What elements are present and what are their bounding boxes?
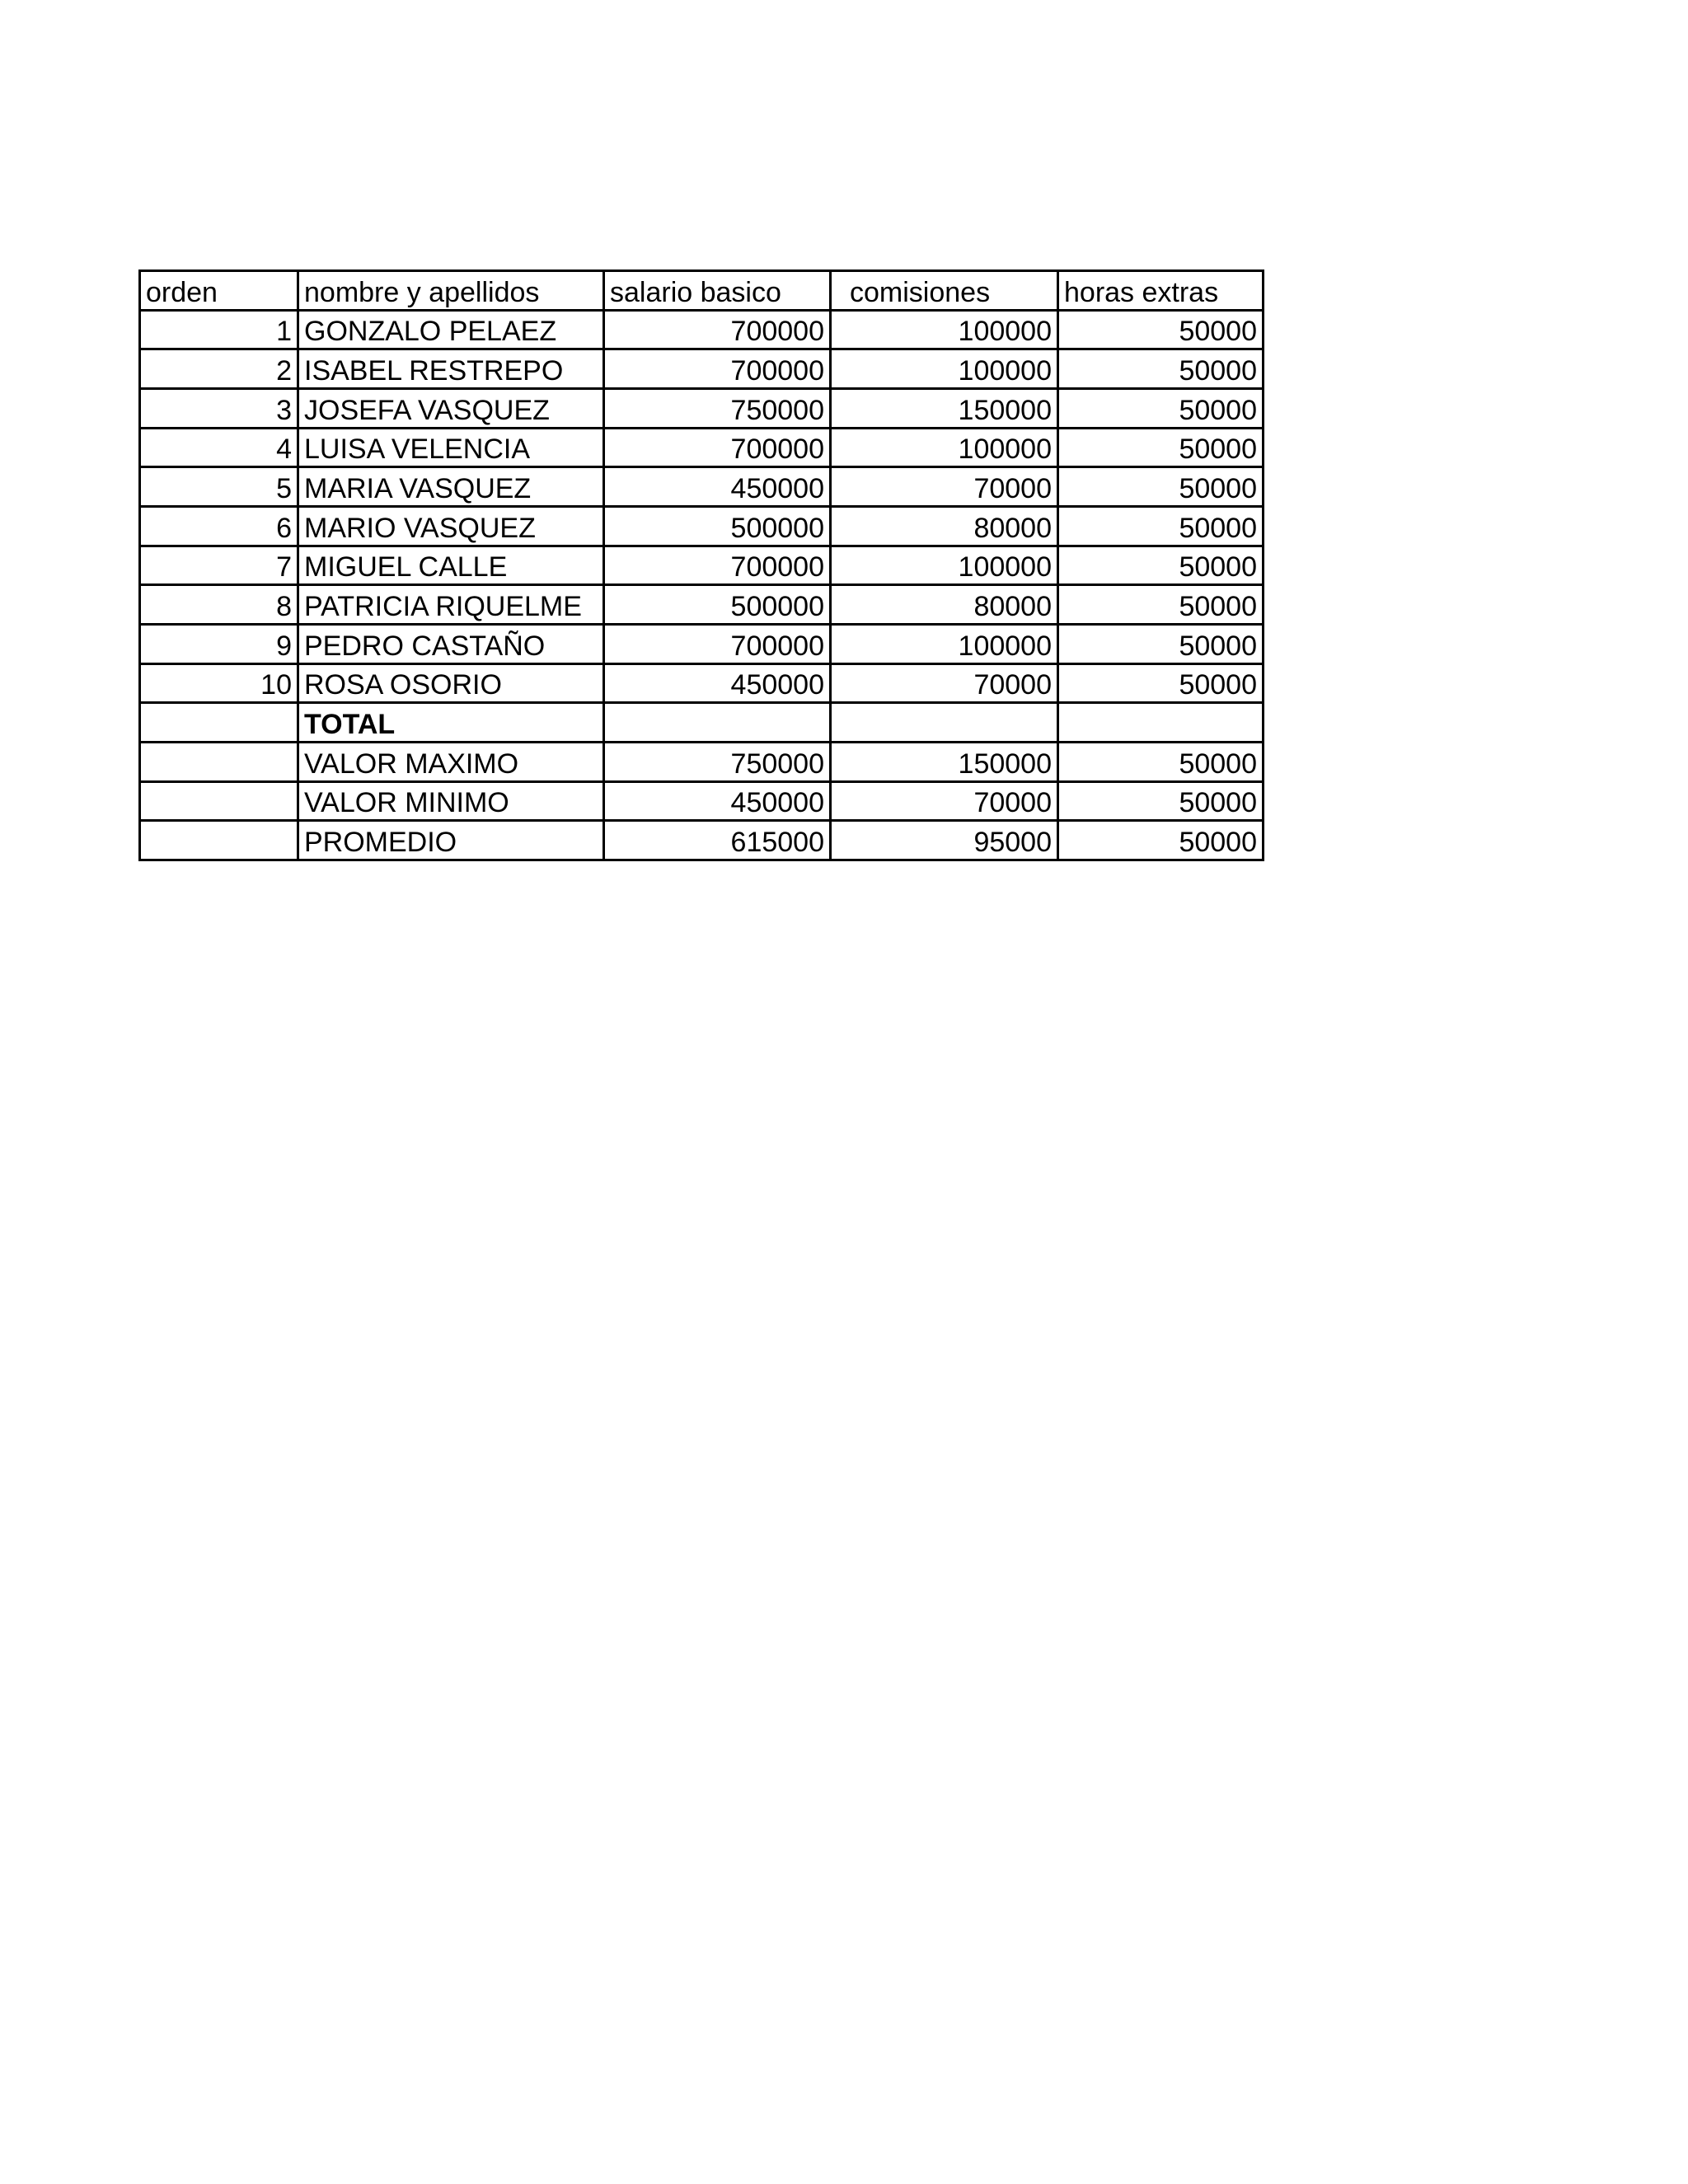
cell-horas-extras: 50000 (1179, 551, 1257, 583)
cell-comisiones: 100000 (832, 312, 1059, 349)
cell-nombre: LUISA VELENCIA (299, 429, 605, 466)
cell-horas-extras: 50000 (1179, 748, 1257, 780)
summary-row-promedio (141, 822, 1262, 859)
table-row (141, 390, 1262, 429)
header-salario: salario basico (605, 272, 832, 309)
cell-orden: 6 (141, 508, 299, 545)
cell-salario (605, 704, 832, 741)
cell-salario: 700000 (605, 350, 832, 387)
cell-nombre: MARIO VASQUEZ (299, 508, 605, 545)
cell-horas-extras: 50000 (1179, 512, 1257, 544)
cell-comisiones: 70000 (832, 665, 1059, 702)
cell-nombre: PATRICIA RIQUELME (299, 586, 605, 623)
cell-salario: 700000 (605, 312, 832, 349)
summary-row-maximo (141, 743, 1262, 783)
cell-comisiones: 100000 (832, 626, 1059, 663)
cell-orden-empty (141, 822, 299, 859)
cell-comisiones: 95000 (832, 822, 1059, 859)
cell-orden: 10 (141, 665, 299, 702)
payroll-table (138, 269, 1264, 861)
cell-horas-extras: 50000 (1179, 394, 1257, 426)
summary-row-minimo (141, 783, 1262, 823)
table-row (141, 312, 1262, 351)
cell-salario: 500000 (605, 586, 832, 623)
cell-salario: 750000 (605, 390, 832, 427)
cell-horas-extras: 50000 (1179, 355, 1257, 387)
cell-horas-extras: 50000 (1179, 669, 1257, 701)
summary-row-total (141, 704, 1262, 743)
table-row (141, 508, 1262, 547)
cell-comisiones: 150000 (832, 390, 1059, 427)
header-orden: orden (141, 272, 299, 309)
cell-horas-extras: 50000 (1179, 473, 1257, 505)
header-horas-extras: horas extras (1064, 276, 1219, 308)
cell-nombre: ROSA OSORIO (299, 665, 605, 702)
cell-orden: 5 (141, 468, 299, 505)
cell-horas-extras: 50000 (1179, 316, 1257, 348)
cell-comisiones: 150000 (832, 743, 1059, 780)
table-row (141, 429, 1262, 469)
cell-orden-empty (141, 783, 299, 820)
cell-orden: 8 (141, 586, 299, 623)
cell-nombre: MIGUEL CALLE (299, 547, 605, 584)
cell-nombre: GONZALO PELAEZ (299, 312, 605, 349)
cell-orden-empty (141, 704, 299, 741)
cell-comisiones: 100000 (832, 350, 1059, 387)
cell-orden: 2 (141, 350, 299, 387)
cell-orden: 9 (141, 626, 299, 663)
cell-comisiones: 70000 (832, 468, 1059, 505)
header-nombre: nombre y apellidos (299, 272, 605, 309)
cell-salario: 700000 (605, 626, 832, 663)
cell-orden: 3 (141, 390, 299, 427)
cell-horas-extras: 50000 (1179, 434, 1257, 466)
cell-nombre: PEDRO CASTAÑO (299, 626, 605, 663)
cell-comisiones: 80000 (832, 508, 1059, 545)
cell-salario: 750000 (605, 743, 832, 780)
cell-nombre: ISABEL RESTREPO (299, 350, 605, 387)
cell-orden: 4 (141, 429, 299, 466)
cell-orden-empty (141, 743, 299, 780)
cell-comisiones: 70000 (832, 783, 1059, 820)
cell-horas-extras: 50000 (1179, 827, 1257, 859)
cell-orden: 7 (141, 547, 299, 584)
cell-orden: 1 (141, 312, 299, 349)
table-row (141, 468, 1262, 508)
table-row (141, 626, 1262, 665)
cell-nombre: JOSEFA VASQUEZ (299, 390, 605, 427)
cell-salario: 450000 (605, 665, 832, 702)
summary-label-minimo: VALOR MINIMO (299, 783, 605, 820)
summary-label-total: TOTAL (299, 704, 605, 741)
table-row (141, 350, 1262, 390)
cell-salario: 700000 (605, 547, 832, 584)
cell-comisiones: 100000 (832, 547, 1059, 584)
table-row (141, 665, 1262, 705)
cell-horas-extras (1059, 704, 1262, 741)
cell-salario: 450000 (605, 468, 832, 505)
cell-horas-extras: 50000 (1179, 591, 1257, 623)
summary-label-promedio: PROMEDIO (299, 822, 605, 859)
header-comisiones: comisiones (832, 272, 1059, 309)
table-header-row (141, 272, 1262, 312)
cell-nombre: MARIA VASQUEZ (299, 468, 605, 505)
summary-label-maximo: VALOR MAXIMO (299, 743, 605, 780)
cell-salario: 500000 (605, 508, 832, 545)
cell-salario: 700000 (605, 429, 832, 466)
cell-comisiones: 100000 (832, 429, 1059, 466)
cell-comisiones (832, 704, 1059, 741)
cell-salario: 450000 (605, 783, 832, 820)
cell-horas-extras: 50000 (1179, 630, 1257, 662)
table-row (141, 586, 1262, 626)
cell-horas-extras: 50000 (1179, 787, 1257, 819)
cell-salario: 615000 (605, 822, 832, 859)
table-row (141, 547, 1262, 587)
cell-comisiones: 80000 (832, 586, 1059, 623)
